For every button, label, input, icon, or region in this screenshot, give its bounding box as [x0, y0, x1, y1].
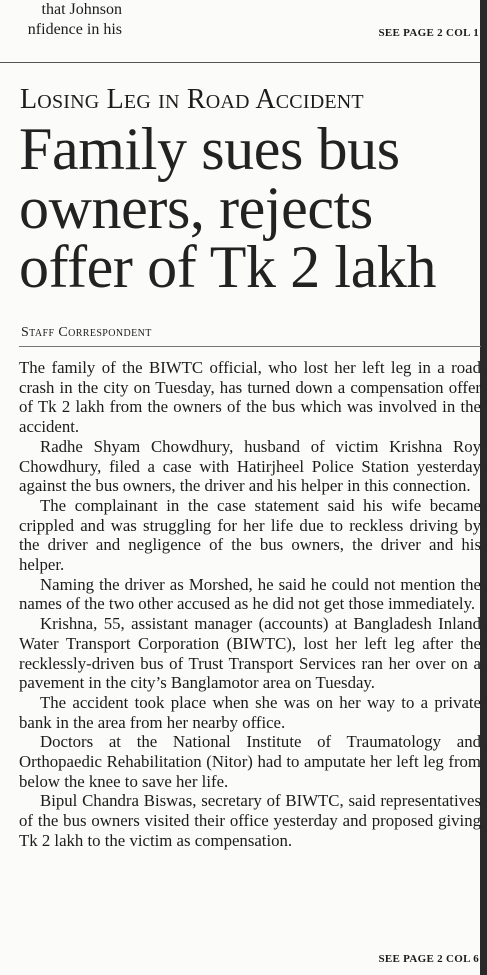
byline: Staff Correspondent — [21, 325, 152, 340]
continuation-jump-bottom: SEE PAGE 2 COL 6 — [378, 953, 479, 965]
paragraph: Radhe Shyam Chowdhury, husband of victim Krishna Roy Chowdhury, filed a case with Hatirjheel Police Station yesterday against the bus owners, the driver and his helper in this connection. — [19, 436, 481, 496]
byline-rule — [19, 346, 481, 347]
column-rule-right — [480, 0, 487, 975]
headline-line: Family sues bus — [19, 116, 400, 182]
headline-line: offer of Tk 2 lakh — [19, 234, 437, 300]
fragment-line: nfidence in his — [27, 21, 122, 38]
previous-article-fragment — [0, 0, 122, 40]
article-kicker: Losing Leg in Road Accident — [20, 84, 364, 115]
article-body — [19, 358, 481, 851]
section-separator — [0, 62, 480, 63]
fragment-line: that Johnson — [41, 1, 122, 18]
continuation-jump-top: SEE PAGE 2 COL 1 — [378, 27, 479, 39]
paragraph: The accident took place when she was on her way to a private bank in the area from her nearby office. — [19, 692, 481, 732]
paragraph: The complainant in the case statement said his wife became crippled and was struggling for her life due to reckless driving by the driver and negligence of the bus owners, the driver and his helper. — [19, 495, 481, 575]
paragraph: Naming the driver as Morshed, he said he could not mention the names of the two other accused as he did not get those immediately. — [19, 574, 481, 614]
paragraph: Bipul Chandra Biswas, secretary of BIWTC, said representatives of the bus owners visited their office yesterday and proposed giving Tk 2 lakh to the victim as compensation. — [19, 791, 481, 850]
paragraph: Doctors at the National Institute of Traumatology and Orthopaedic Rehabilitation (Nitor) had to amputate her left leg from below the knee to save her life. — [19, 732, 481, 791]
article-headline — [19, 116, 481, 300]
paragraph: The family of the BIWTC official, who lost her left leg in a road crash in the city on Tuesday, has turned down a compensation offer of Tk 2 lakh from the owners of the bus which was involved in the accident. — [19, 358, 481, 437]
paragraph: Krishna, 55, assistant manager (accounts) at Bangladesh Inland Water Transport Corporation (BIWTC), lost her left leg after the recklessly-driven bus of Trust Transport Services ran her over on a pavement in the city’s Banglamotor area on Tuesday. — [19, 614, 481, 693]
headline-line: owners, rejects — [19, 175, 373, 241]
